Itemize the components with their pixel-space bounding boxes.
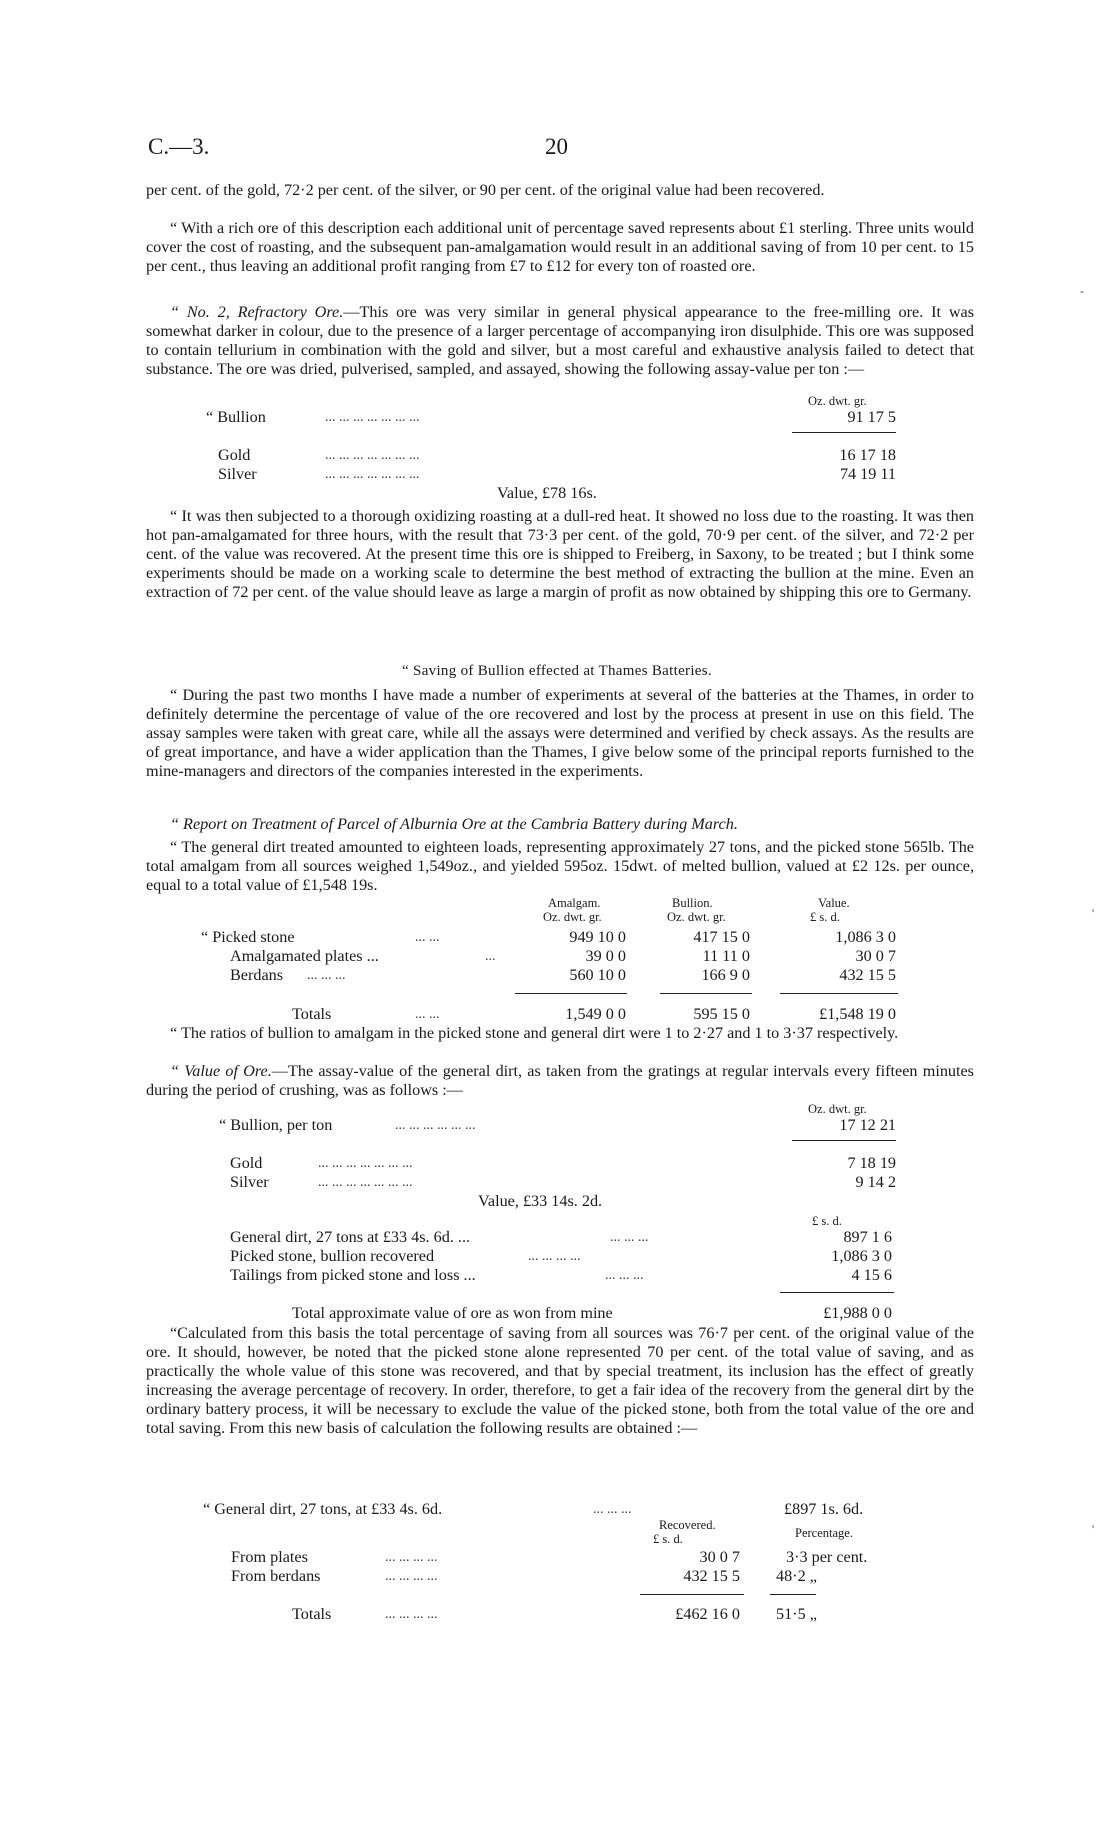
cambria-row-bullion: 166 9 0 [701,966,750,984]
ore-value-row-value: 4 15 6 [851,1266,892,1284]
leader-dots: ... ... [415,930,440,945]
col-percentage-header: Percentage. [795,1526,853,1540]
assay1-units-header: Oz. dwt. gr. [808,394,867,408]
leader-dots: ... ... ... [605,1268,644,1283]
refractory-ore-title: “ No. 2, Refractory Ore. [170,303,344,321]
col-amalgam-units: Oz. dwt. gr. [543,910,602,924]
rule [780,993,898,994]
cambria-row-value: 432 15 5 [839,966,896,984]
leader-dots: ... ... ... ... [528,1249,581,1264]
col-bullion-header: Bullion. [672,896,713,910]
report-title: “ Report on Treatment of Parcel of Alburnia Ore at the Cambria Battery during March. [170,815,738,833]
recovery-totals-label: Totals [292,1605,332,1623]
recovery-totals-recovered: £462 16 0 [675,1605,740,1623]
assay1-bullion-value: 91 17 5 [847,408,896,426]
rule [515,993,627,994]
paragraph-value-of-ore [146,1062,974,1100]
section-heading: “ Saving of Bullion effected at Thames Batteries. [402,663,712,679]
col-recovered-header: Recovered. [659,1518,716,1532]
assay2-gold-label: Gold [230,1154,263,1172]
leader-dots: ... ... ... ... [385,1550,438,1565]
value-of-ore-text: —The assay-value of the general dirt, as taken from the gratings at regular intervals every fifteen minutes during the period of crushing, was as follows :— [146,1062,974,1099]
recovery-row-percentage: 48·2 „ [776,1567,817,1585]
paragraph-thames-experiments: “ During the past two months I have made a number of experiments at several of the batteries at the Thames, in order to definitely determine the percentage of value of the ore recovered and lost by the process at present in use on this field. The assay samples were taken with great care, while all the assays were determined and verified by check assays. As the results are of great importance, and have a wider application than the Thames, I give below some of the principal reports furnished to the mine-managers and directors of the companies interested in the experiments. [146,686,974,780]
cambria-totals-amalgam: 1,549 0 0 [565,1005,626,1023]
cambria-row-value: 1,086 3 0 [835,928,896,946]
leader-dots: ... ... ... [307,968,346,983]
cambria-row-bullion: 11 11 0 [702,947,750,965]
cambria-row-label: “ Picked stone [201,928,295,946]
ore-value-row-value: 1,086 3 0 [831,1247,892,1265]
assay1-silver-label: Silver [218,465,257,483]
rule [640,1594,744,1595]
recovery-general-value: £897 1s. 6d. [784,1500,864,1518]
recovery-row-percentage: 3·3 per cent. [786,1548,868,1566]
assay2-bullion-value: 17 12 21 [839,1116,896,1134]
col-value-header: Value. [818,896,850,910]
page-number: 20 [545,134,568,159]
leader-dots: ... ... ... ... [385,1607,438,1622]
cambria-row-amalgam: 560 10 0 [569,966,626,984]
leader-dots: ... ... ... [593,1502,632,1517]
recovery-row-recovered: 30 0 7 [699,1548,740,1566]
scan-mark: - [1080,284,1084,298]
leader-dots: ... ... ... ... ... ... ... [318,1175,413,1190]
assay2-total-value: Value, £33 14s. 2d. [478,1192,603,1210]
ore-value-total-value: £1,988 0 0 [823,1304,892,1322]
cambria-totals-value: £1,548 19 0 [819,1005,896,1023]
paragraph-roasting: “ It was then subjected to a thorough oxidizing roasting at a dull-red heat. It showed no loss due to the roasting. It was then hot pan-amalgamated for three hours, with the result that 73·3 per cent. of the gold, 70·9 per cent. of the silver, and 72·2 per cent. of the value was recovered. At the present time this ore is shipped to Freiberg, in Saxony, to be treated ; but I think some experiments should be made on a working scale to determine the best method of extracting the bullion at the mine. Even an extraction of 72 per cent. of the value should leave as large a margin of profit as now obtained by shipping this ore to Germany. [146,507,974,601]
leader-dots: ... ... ... ... ... ... [395,1118,476,1133]
paragraph-refractory-ore [146,303,974,379]
leader-dots: ... ... ... ... ... ... ... [325,448,420,463]
paragraph-calculated: “Calculated from this basis the total percentage of saving from all sources was 76·7 per cent. of the original value of the ore. It should, however, be noted that the picked stone alone represented 70 per cent. of the total value of saving, and as practically the whole value of this stone was recovered, and that by special treatment, its inclusion has the effect of greatly increasing the average percentage of recovery. In order, therefore, to get a fair idea of the recovery from the general dirt by the ordinary battery process, it will be necessary to exclude the value of the picked stone, both from the total value of the ore and total saving. From this new basis of calculation the following results are obtained :— [146,1324,974,1437]
recovery-totals-percentage: 51·5 „ [776,1605,817,1623]
col-bullion-units: Oz. dwt. gr. [667,910,726,924]
assay1-silver-value: 74 19 11 [839,465,896,483]
ore-value-row-label: Tailings from picked stone and loss ... [230,1266,476,1284]
refractory-ore-text: —This ore was very similar in general physical appearance to the free-milling ore. It was somewhat darker in colour, due to the presence of a larger percentage of accompanying iron disulphide. This ore was supposed to contain tellurium in combination with the gold and silver, but a most careful and exhaustive analysis failed to detect that substance. The ore was dried, pulverised, sampled, and assayed, showing the following assay-value per ton :— [146,303,974,378]
cambria-row-amalgam: 949 10 0 [569,928,626,946]
assay2-bullion-label: “ Bullion, per ton [219,1116,333,1134]
recovery-row-recovered: 432 15 5 [683,1567,740,1585]
cambria-row-amalgam: 39 0 0 [585,947,626,965]
leader-dots: ... ... ... ... ... ... ... [325,467,420,482]
paragraph-unit-percentage: “ With a rich ore of this description each additional unit of percentage saved represents about £1 sterling. Three units would cover the cost of roasting, and the subsequent pan-amalgamation would result in an additional saving of from 10 per cent. to 15 per cent., thus leaving an additional profit ranging from £7 to £12 for every ton of roasted ore. [146,219,974,275]
rule [780,1292,894,1293]
cambria-totals-label: Totals [292,1005,332,1023]
leader-dots: ... ... ... [610,1230,649,1245]
ore-value-row-value: 897 1 6 [843,1228,892,1246]
rule [792,1140,896,1141]
ore-value-total-label: Total approximate value of ore as won from mine [292,1304,613,1322]
paragraph-ratios: “ The ratios of bullion to amalgam in the picked stone and general dirt were 1 to 2·27 and 1 to 3·37 respectively. [170,1024,899,1042]
recovery-general-label: “ General dirt, 27 tons, at £33 4s. 6d. [203,1500,443,1518]
ore-value-row-label: General dirt, 27 tons at £33 4s. 6d. ... [230,1228,471,1246]
assay2-units-header: Oz. dwt. gr. [808,1102,867,1116]
scan-mark: ' [1092,906,1095,920]
rule [660,993,752,994]
assay2-silver-label: Silver [230,1173,269,1191]
leader-dots: ... ... ... ... ... ... ... [325,410,420,425]
scan-mark: ' [1092,1522,1095,1536]
paragraph-general-dirt: “ The general dirt treated amounted to eighteen loads, representing approximately 27 tons, and the picked stone 565lb. The total amalgam from all sources weighed 1,549oz., and yielded 595oz. 15dwt. of melted bullion, valued at £2 12s. per ounce, equal to a total value of £1,548 19s. [146,838,974,894]
cambria-row-bullion: 417 15 0 [693,928,750,946]
cambria-row-label: Amalgamated plates ... [230,947,379,965]
ore-value-units: £ s. d. [812,1214,842,1228]
cambria-row-value: 30 0 7 [855,947,896,965]
col-recovered-units: £ s. d. [653,1532,683,1546]
rule [792,432,896,433]
paragraph-continuation: per cent. of the gold, 72·2 per cent. of the silver, or 90 per cent. of the original value had been recovered. [146,181,825,199]
cambria-row-label: Berdans [230,966,284,984]
rule [770,1594,816,1595]
leader-dots: ... ... ... ... ... ... ... [318,1156,413,1171]
assay2-silver-value: 9 14 2 [855,1173,896,1191]
assay1-gold-label: Gold [218,446,251,464]
document-reference: C.—3. [148,134,210,159]
ore-value-row-label: Picked stone, bullion recovered [230,1247,435,1265]
leader-dots: ... ... ... ... [385,1569,438,1584]
cambria-totals-bullion: 595 15 0 [693,1005,750,1023]
assay1-total-value: Value, £78 16s. [497,484,597,502]
col-value-units: £ s. d. [810,910,840,924]
leader-dots: ... [485,949,496,964]
col-amalgam-header: Amalgam. [548,896,601,910]
assay2-gold-value: 7 18 19 [847,1154,896,1172]
recovery-row-label: From plates [231,1548,308,1566]
value-of-ore-title: “ Value of Ore. [170,1062,272,1080]
leader-dots: ... ... [415,1007,440,1022]
assay1-bullion-label: “ Bullion [206,408,266,426]
assay1-gold-value: 16 17 18 [839,446,896,464]
recovery-row-label: From berdans [231,1567,321,1585]
